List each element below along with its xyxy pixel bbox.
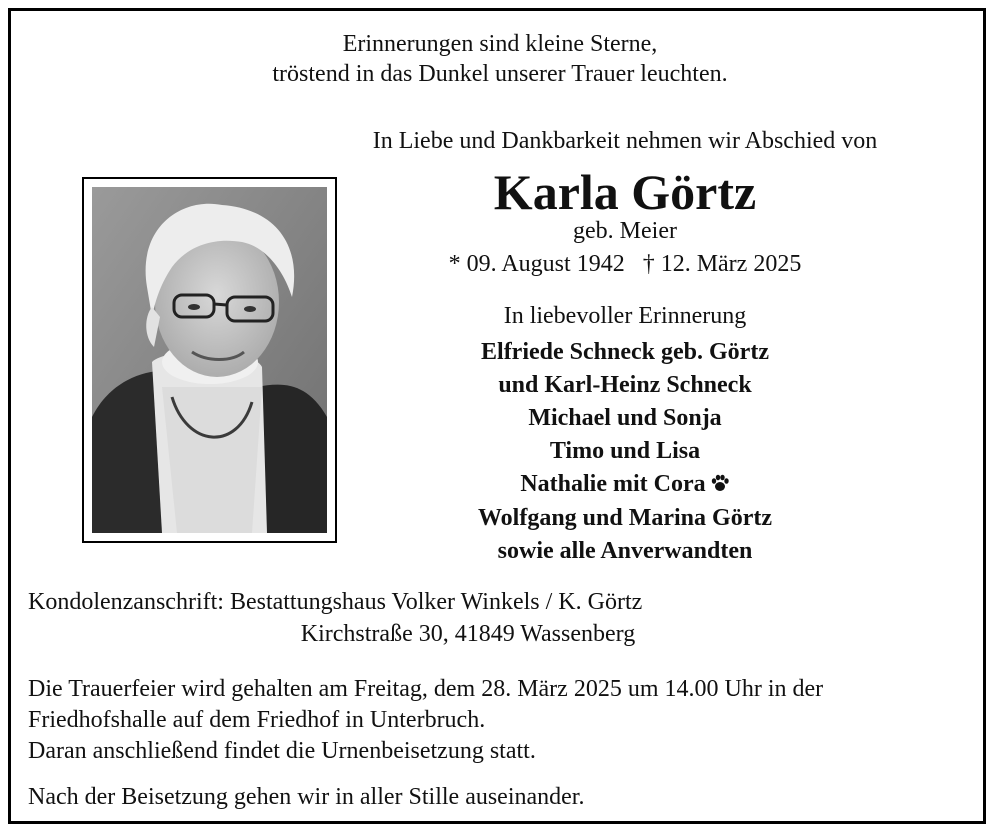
- condolence-address-line-2: Kirchstraße 30, 41849 Wassenberg: [300, 621, 636, 647]
- mourner-1: Elfriede Schneck geb. Görtz: [481, 339, 769, 365]
- mourner-5-row: [320, 470, 930, 498]
- mourner-6: Wolfgang und Marina Görtz: [477, 505, 772, 531]
- mourner-5: Nathalie mit Cora: [520, 471, 706, 497]
- mourner-2: und Karl-Heinz Schneck: [498, 372, 752, 398]
- birth-date: * 09. August 1942: [448, 251, 625, 277]
- service-line-3: Daran anschließend findet die Urnenbeisetzung statt.: [28, 738, 536, 764]
- deceased-name: Karla Görtz: [493, 164, 757, 220]
- service-line-2: Friedhofshalle auf dem Friedhof in Unterbruch.: [28, 707, 486, 733]
- poem-line-1: Erinnerungen sind kleine Sterne,: [342, 31, 658, 57]
- mourner-7: sowie alle Anverwandten: [497, 538, 753, 564]
- life-dates: [300, 250, 950, 278]
- service-line-1: Die Trauerfeier wird gehalten am Freitag, dem 28. März 2025 um 14.00 Uhr in der: [28, 676, 824, 702]
- intro-text: In Liebe und Dankbarkeit nehmen wir Abschied von: [372, 128, 878, 154]
- condolence-address-line-1: Kondolenzanschrift: Bestattungshaus Volker Winkels / K. Görtz: [28, 589, 643, 615]
- service-line-4: Nach der Beisetzung gehen wir in aller Stille auseinander.: [28, 784, 585, 810]
- memory-heading: In liebevoller Erinnerung: [503, 303, 747, 329]
- birth-name: geb. Meier: [573, 218, 677, 244]
- poem-line-2: tröstend in das Dunkel unserer Trauer leuchten.: [272, 61, 728, 87]
- mourner-3: Michael und Sonja: [528, 405, 722, 431]
- portrait-illustration: [92, 187, 327, 533]
- paw-print-icon: [710, 473, 730, 493]
- death-date: † 12. März 2025: [642, 251, 802, 277]
- portrait-frame: [82, 177, 337, 543]
- portrait-photo: [92, 187, 327, 533]
- mourner-4: Timo und Lisa: [549, 438, 701, 464]
